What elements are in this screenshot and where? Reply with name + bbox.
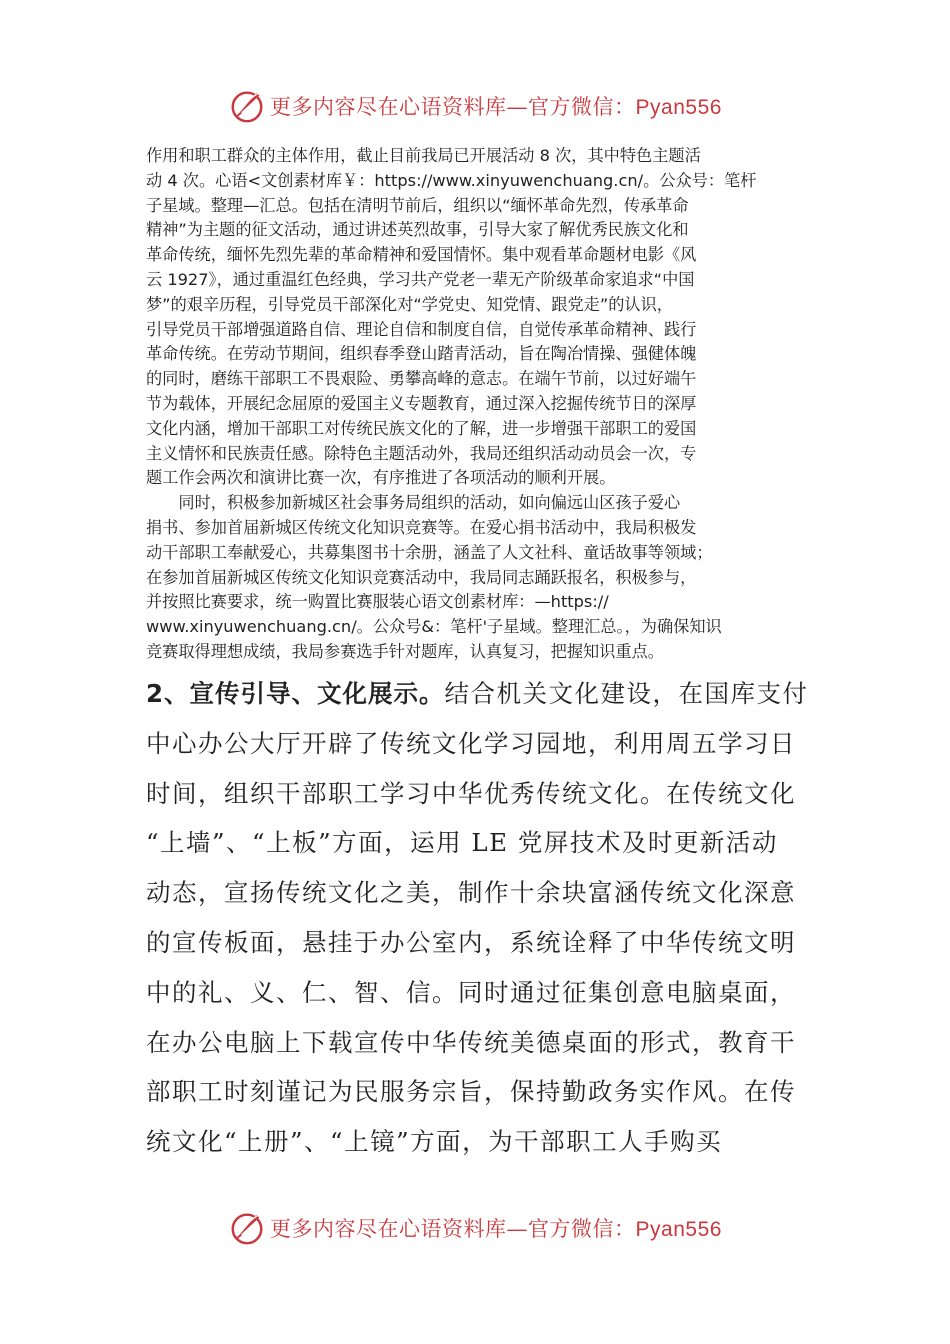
footer-banner (0, 1206, 950, 1250)
text-line: 梦”的艰辛历程，引导党员干部深化对“学党史、知党情、跟党走”的认识， (146, 294, 673, 314)
text-line: 引导党员干部增强道路自信、理论自信和制度自信，自觉传承革命精神、践行 (146, 319, 697, 339)
text-line: 同时，积极参加新城区社会事务局组织的活动，如向偏远山区孩子爱心 (178, 493, 681, 513)
text-line: 的同时，磨练干部职工不畏艰险、勇攀高峰的意志。在端午节前，以过好端午 (146, 369, 697, 389)
text-line: www.xinyuwenchuang.cn/。公众号&：笔杆'子星域。整理汇总。，为确保知识 (146, 617, 722, 637)
text-line: 中心办公大厅开辟了传统文化学习园地，利用周五学习日 (146, 728, 796, 758)
text-line: 时间，组织干部职工学习中华优秀传统文化。在传统文化 (146, 778, 796, 808)
text-line: 并按照比赛要求，统一购置比赛服装心语文创素材库：—https:// (146, 592, 609, 612)
text-line: 动态，宣扬传统文化之美，制作十余块富涵传统文化深意 (146, 878, 796, 908)
text-line: 革命传统。在劳动节期间，组织春季登山踏青活动，旨在陶冶情操、强健体魄 (146, 344, 697, 364)
text-line: 在办公电脑上下载宣传中华传统美德桌面的形式，教育干 (146, 1027, 796, 1057)
text-line: 文化内涵，增加干部职工对传统民族文化的了解，进一步增强干部职工的爱国 (146, 418, 697, 438)
text-line: 捐书、参加首届新城区传统文化知识竞赛等。在爱心捐书活动中，我局积极发 (146, 517, 697, 537)
text-line: 子星域。整理—汇总。包括在清明节前后，组织以“缅怀革命先烈，传承革命 (146, 195, 689, 215)
section-heading: 2、宣传引导、文化展示。 (146, 679, 445, 708)
text-line: 中的礼、义、仁、智、信。同时通过征集创意电脑桌面， (146, 977, 796, 1007)
body-small-text (146, 144, 806, 665)
text-line: 动干部职工奉献爱心，共募集图书十余册，涵盖了人文社科、童话故事等领域； (146, 542, 713, 562)
quill-logo-icon (228, 87, 266, 125)
text-line: 竞赛取得理想成绩，我局参赛选手针对题库，认真复习，把握知识重点。 (146, 641, 664, 661)
paragraph-participation (146, 491, 806, 665)
section-first-line: 2、宣传引导、文化展示。结合机关文化建设，在国库支付 (146, 679, 809, 708)
text-line: 题工作会两次和演讲比赛一次，有序推进了各项活动的顺利开展。 (146, 468, 616, 488)
text-line: “上墙”、“上板”方面，运用 LE 党屏技术及时更新活动 (146, 828, 778, 858)
text-line: 作用和职工群众的主体作用，截止目前我局已开展活动 8 次，其中特色主题活 (146, 146, 701, 165)
text-line: 的宣传板面，悬挂于办公室内，系统诠释了中华传统文明 (146, 927, 796, 957)
text-line: 统文化“上册”、“上镜”方面，为干部职工人手购买 (146, 1127, 723, 1157)
paragraph-activities (146, 144, 806, 491)
section-2-body (146, 669, 809, 1167)
quill-logo-icon (228, 1209, 266, 1247)
header-banner (0, 84, 950, 128)
banner-text: 更多内容尽在心语资料库—官方微信：Pyan556 (270, 1217, 722, 1241)
text-line: 动 4 次。心语<文创素材库￥：https://www.xinyuwenchuang.cn/。公众号：笔杆 (146, 170, 757, 190)
text-line: 云 1927》，通过重温红色经典，学习共产党老一辈无产阶级革命家追求“中国 (146, 269, 695, 289)
text-line: 主义情怀和民族责任感。除特色主题活动外，我局还组织活动动员会一次，专 (146, 443, 697, 463)
text-line: 革命传统，缅怀先烈先辈的革命精神和爱国情怀。集中观看革命题材电影《风 (146, 245, 697, 265)
text-line: 精神”为主题的征文活动，通过讲述英烈故事，引导大家了解优秀民族文化和 (146, 220, 689, 240)
text-line: 在参加首届新城区传统文化知识竞赛活动中，我局同志踊跃报名，积极参与， (146, 567, 697, 587)
text-line: 节为载体，开展纪念屈原的爱国主义专题教育，通过深入挖掘传统节日的深厚 (146, 393, 697, 413)
text-line: 部职工时刻谨记为民服务宗旨，保持勤政务实作风。在传 (146, 1077, 796, 1107)
banner-text: 更多内容尽在心语资料库—官方微信：Pyan556 (270, 95, 722, 119)
